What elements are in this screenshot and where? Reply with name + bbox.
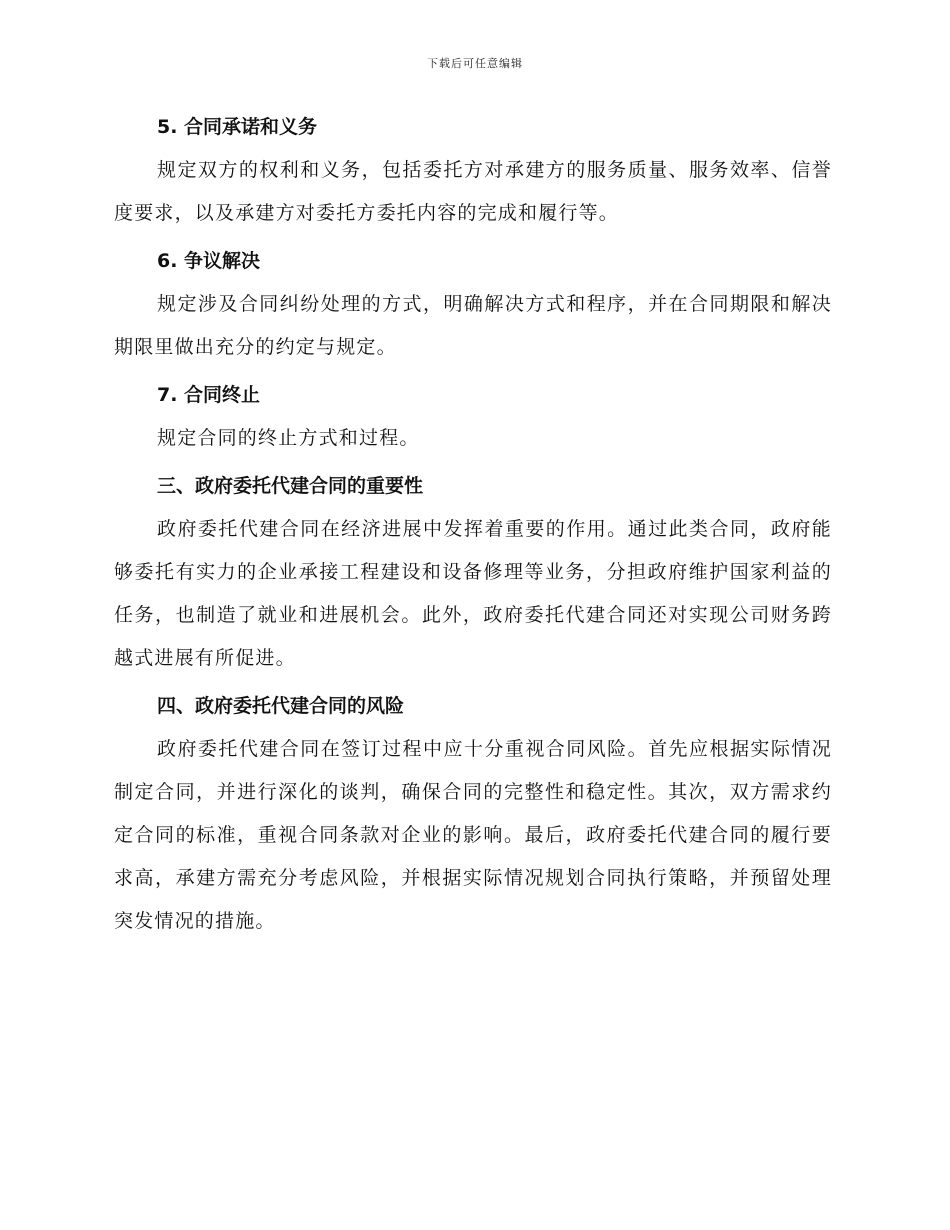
section-paragraph: 规定合同的终止方式和过程。 [157,427,420,449]
section-obligations [114,105,832,235]
section-risks [114,684,832,943]
section-termination [114,373,832,460]
section-paragraph: 政府委托代建合同在经济进展中发挥着重要的作用。通过此类合同，政府能够委托有实力的企业承接工程建设和设备修理等业务，分担政府维护国家利益的任务，也制造了就业和进展机会。此外，政府委托代建合同还对实现公司财务跨越式进展有所促进。 [114,518,832,669]
section-paragraph: 政府委托代建合同在签订过程中应十分重视合同风险。首先应根据实际情况制定合同，并进行深化的谈判，确保合同的完整性和稳定性。其次，双方需求约定合同的标准，重视合同条款对企业的影响。最后，政府委托代建合同的履行要求高，承建方需充分考虑风险，并根据实际情况规划合同执行策略，并预留处理突发情况的措施。 [114,738,832,932]
section-paragraph: 规定涉及合同纠纷处理的方式，明确解决方式和程序，并在合同期限和解决期限里做出充分的约定与规定。 [114,293,832,358]
section-heading: 四、政府委托代建合同的风险 [157,695,405,717]
section-importance [114,464,832,680]
section-heading: 5. 合同承诺和义务 [157,116,318,138]
section-paragraph: 规定双方的权利和义务，包括委托方对承建方的服务质量、服务效率、信誉度要求，以及承建方对委托方委托内容的完成和履行等。 [114,159,832,224]
document-body [114,105,832,947]
section-heading: 三、政府委托代建合同的重要性 [157,475,424,497]
section-heading: 6. 争议解决 [157,250,261,272]
section-heading: 7. 合同终止 [157,384,261,406]
section-dispute-resolution [114,239,832,369]
page-header: 下载后可任意编辑 [427,57,523,70]
